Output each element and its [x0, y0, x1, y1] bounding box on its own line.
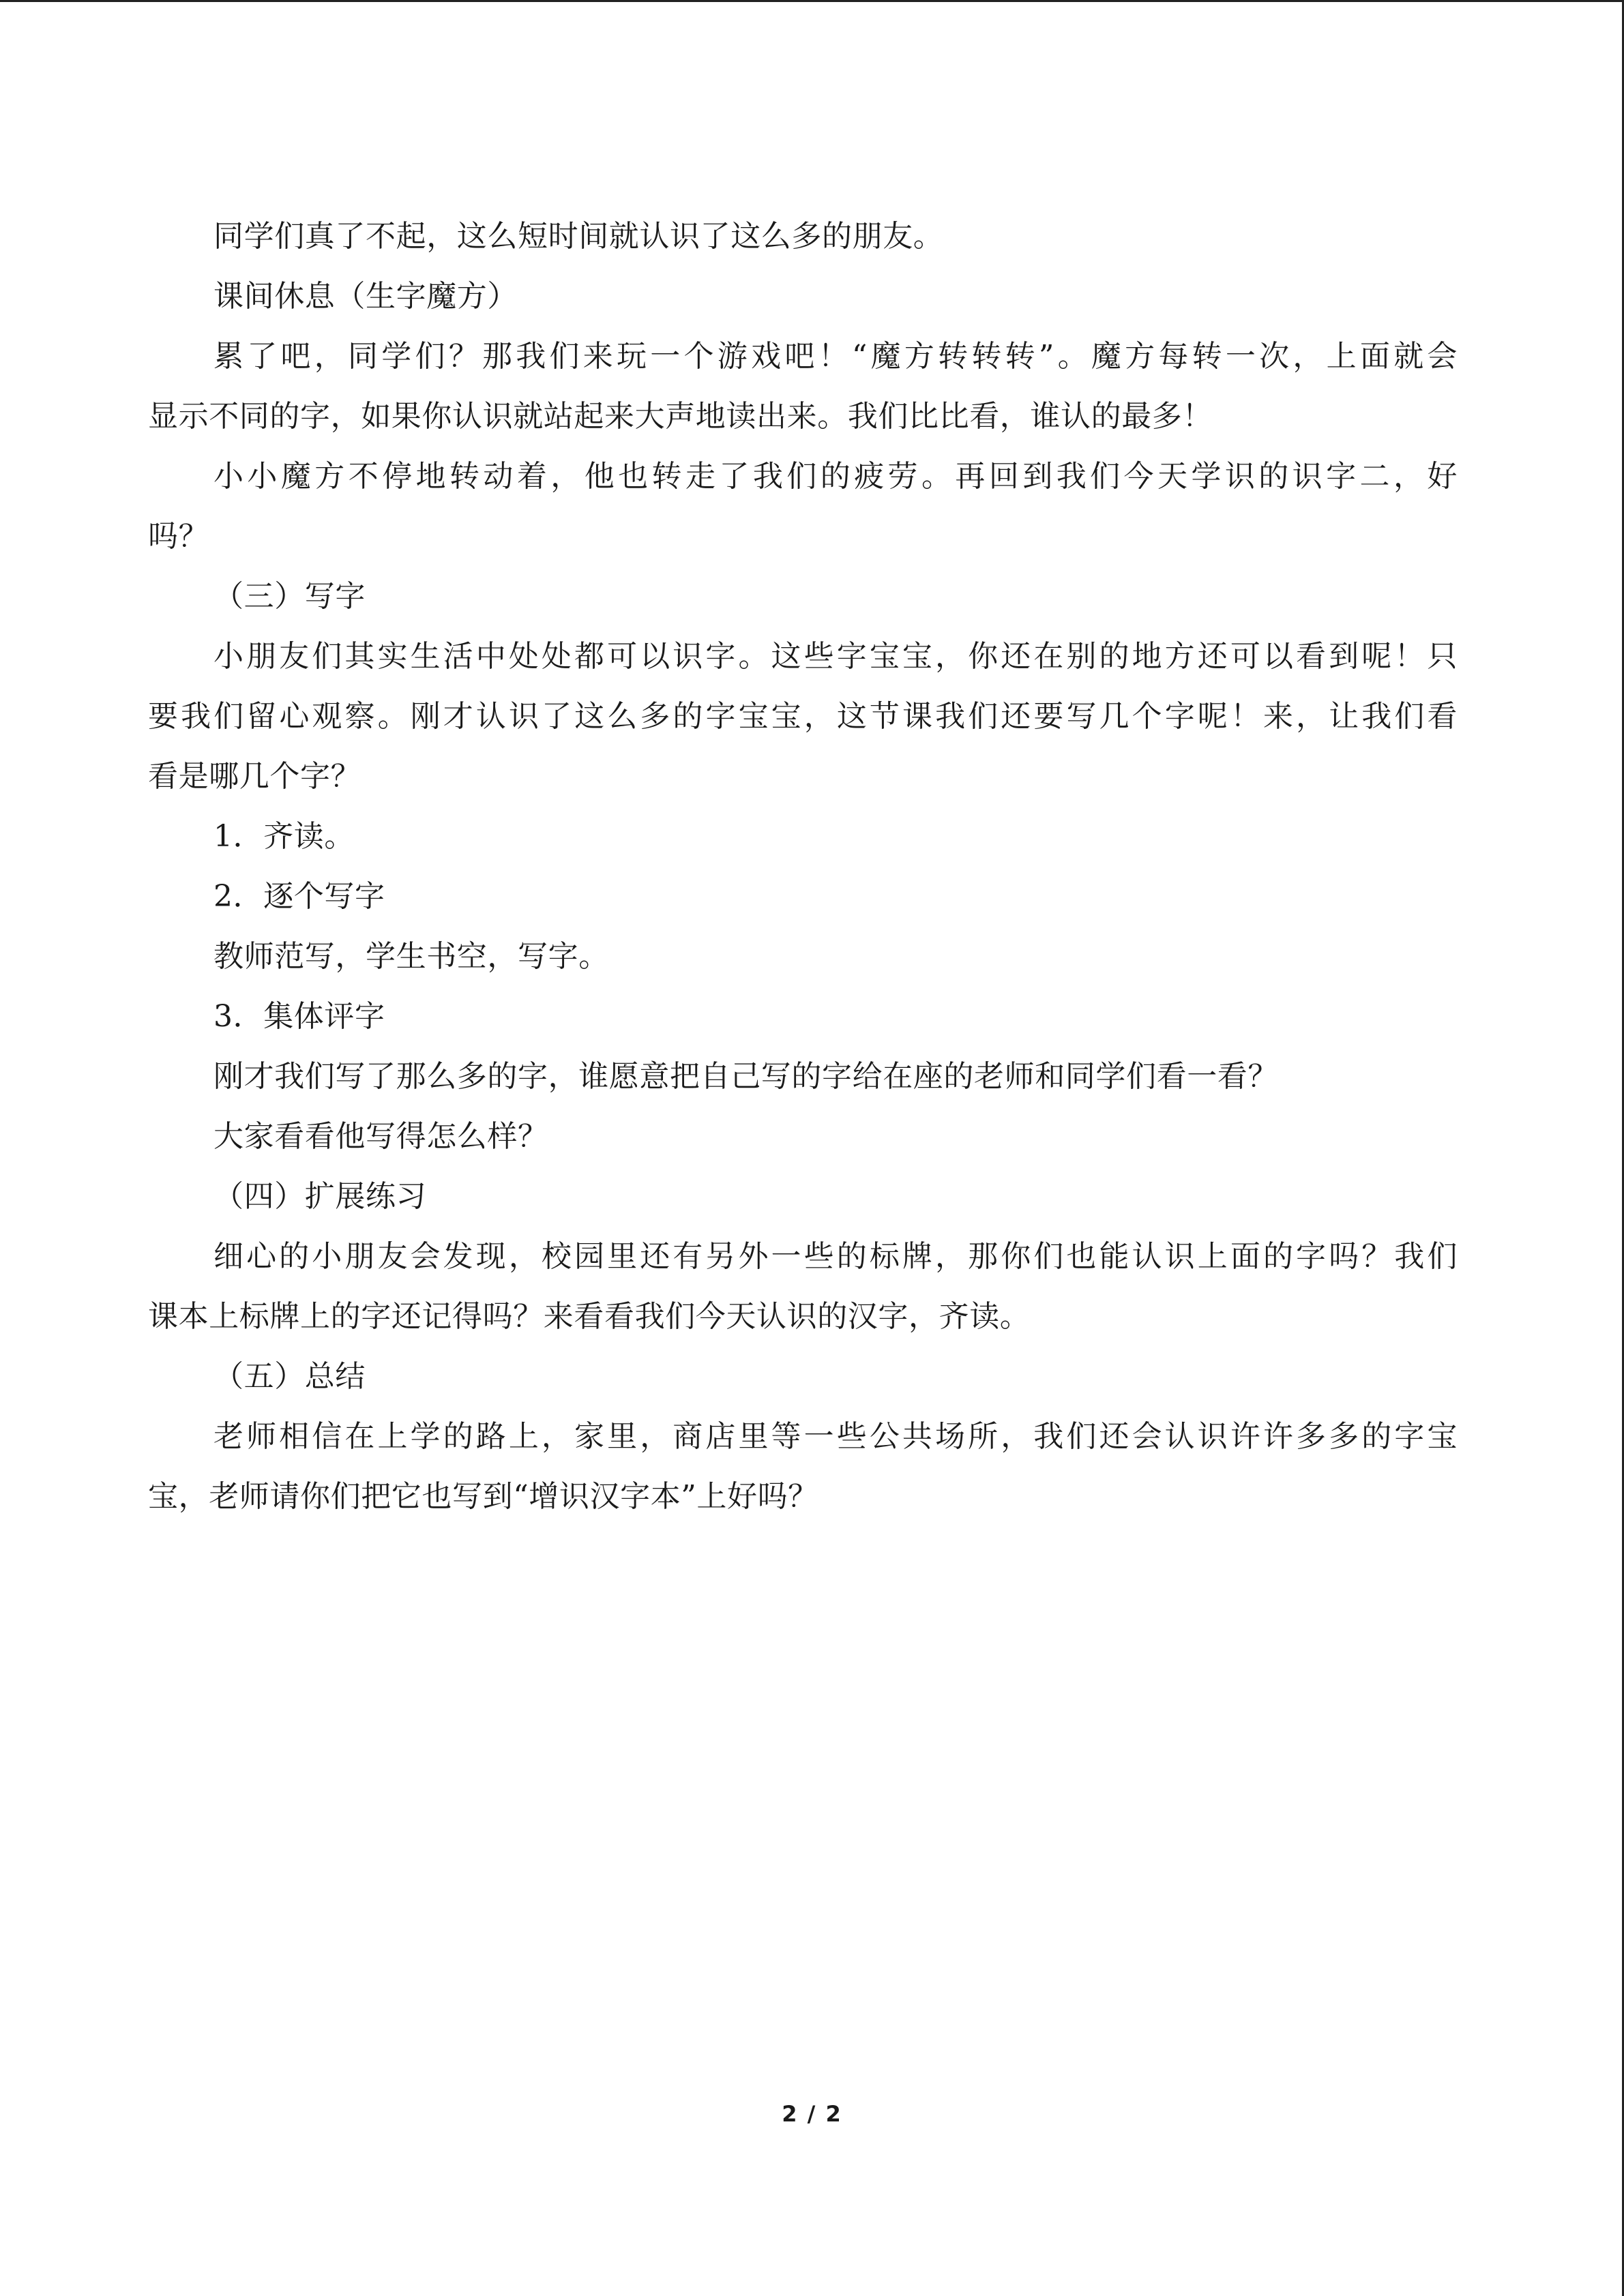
text-line: （四）扩展练习 [213, 1179, 427, 1214]
text-line: 1．齐读。 [213, 819, 355, 854]
text-line: 要我们留心观察。刚才认识了这么多的字宝宝，这节课我们还要写几个字呢！来，让我们看 [148, 699, 1458, 734]
text-line: 课本上标牌上的字还记得吗？来看看我们今天认识的汉字，齐读。 [148, 1299, 1031, 1334]
text-line: 3．集体评字 [213, 999, 385, 1034]
text-line: 细心的小朋友会发现，校园里还有另外一些的标牌，那你们也能认识上面的字吗？我们 [213, 1239, 1458, 1274]
text-line: 宝，老师请你们把它也写到“增识汉字本”上好吗？ [148, 1479, 818, 1514]
text-line: 小朋友们其实生活中处处都可以识字。这些字宝宝，你还在别的地方还可以看到呢！只 [213, 639, 1458, 674]
text-line: 累了吧，同学们？那我们来玩一个游戏吧！“魔方转转转”。魔方每转一次，上面就会 [213, 339, 1458, 374]
text-line: 大家看看他写得怎么样？ [213, 1119, 548, 1154]
text-line: （三）写字 [213, 579, 366, 614]
text-line: 小小魔方不停地转动着，他也转走了我们的疲劳。再回到我们今天学识的识字二，好 [213, 459, 1458, 494]
text-line: 吗？ [148, 519, 209, 554]
text-line: 教师范写，学生书空，写字。 [213, 939, 609, 974]
text-line: 课间休息（生字魔方） [213, 279, 518, 314]
text-line: （五）总结 [213, 1359, 366, 1394]
text-line: 刚才我们写了那么多的字，谁愿意把自己写的字给在座的老师和同学们看一看？ [213, 1059, 1278, 1094]
text-line: 2．逐个写字 [213, 879, 385, 914]
document-body [148, 207, 1458, 1527]
text-line: 看是哪几个字？ [148, 759, 361, 794]
page-number: 2 / 2 [782, 2101, 842, 2127]
text-line: 显示不同的字，如果你认识就站起来大声地读出来。我们比比看，谁认的最多！ [148, 399, 1213, 434]
text-line: 同学们真了不起，这么短时间就认识了这么多的朋友。 [213, 219, 944, 254]
text-line: 老师相信在上学的路上，家里，商店里等一些公共场所，我们还会认识许许多多的字宝 [213, 1419, 1458, 1454]
